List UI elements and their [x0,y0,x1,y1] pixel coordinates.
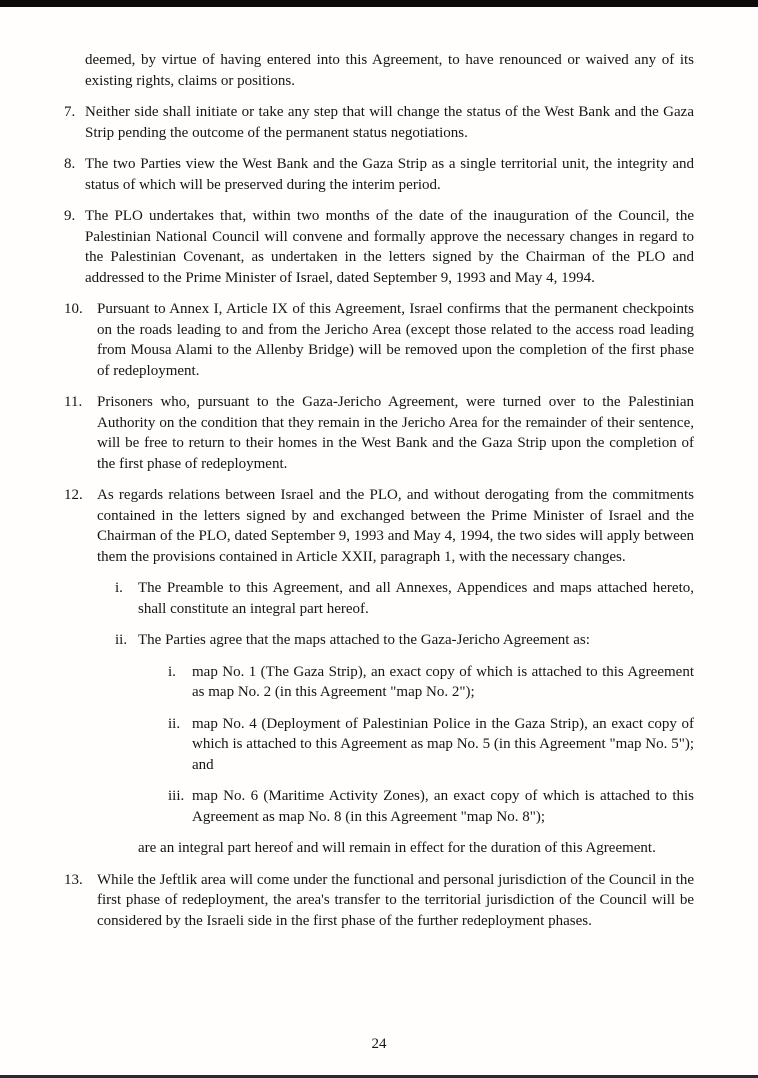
item-text: Pursuant to Annex I, Article IX of this Agreement, Israel confirms that the permanent checkpoints on the roads leading to and from the Jericho Area (except those related to the access road leading from Mousa Alami to the Allenby Bridge) will be removed upon the completion of the first phase of redeployment. [97,301,694,379]
item-text: map No. 1 (The Gaza Strip), an exact copy of which is attached to this Agreement as map No. 2 (in this Agreement "map No. 2"); [192,663,694,700]
document-body [64,50,694,931]
list-item-9 [64,206,694,288]
continuation-paragraph: deemed, by virtue of having entered into this Agreement, to have renounced or waived any of its existing rights, claims or positions. [85,52,694,89]
item-number: iii. [168,788,185,804]
item-number: 13. [64,871,83,888]
item-number: 11. [64,394,83,410]
map-item-i [168,662,694,703]
item-text: map No. 4 (Deployment of Palestinian Police in the Gaza Strip), an exact copy of which is attached to this Agreement as map No. 5 (in this Agreement "map No. 5"); and [192,715,694,773]
item-text: The Parties agree that the maps attached to the Gaza-Jericho Agreement as: [138,632,590,648]
item-text: Neither side shall initiate or take any step that will change the status of the West Bank and the Gaza Strip pending the outcome of the permanent status negotiations. [85,104,694,141]
map-item-iii [168,786,694,827]
maps-sublist [168,662,694,828]
item-text: map No. 6 (Maritime Activity Zones), an exact copy of which is attached to this Agreement as map No. 8 (in this Agreement "map No. 8"); [192,788,694,825]
list-item-11 [64,392,694,474]
item-number: 7. [64,104,76,120]
item-number: ii. [168,715,181,732]
map-item-ii [168,714,694,776]
list-item-10 [64,299,694,381]
item-number: 9. [64,208,76,224]
sublist-item-ii [115,630,694,651]
list-item-13 [64,870,694,932]
item-text: The two Parties view the West Bank and the Gaza Strip as a single territorial unit, the integrity and status of which will be preserved during the interim period. [85,156,694,193]
item-text: Prisoners who, pursuant to the Gaza-Jericho Agreement, were turned over to the Palestinian Authority on the condition that they remain in the Jericho Area for the remainder of their sentence, will be free to return to their homes in the West Bank and the Gaza Strip upon the completion of the first phase of redeployment. [97,394,694,472]
page-number: 24 [371,1035,387,1052]
item-number: i. [115,580,123,596]
list-item-12 [64,485,694,567]
item-number: 10. [64,301,83,317]
scan-artifact-top [0,0,758,7]
item-number: ii. [115,632,128,648]
closing-paragraph-12: are an integral part hereof and will remain in effect for the duration of this Agreement. [138,840,656,856]
item-text: The Preamble to this Agreement, and all Annexes, Appendices and maps attached hereto, shall constitute an integral part hereof. [138,580,694,617]
item-number: 12. [64,487,83,503]
item-number: 8. [64,156,76,172]
item-text: As regards relations between Israel and the PLO, and without derogating from the commitments contained in the letters signed by and exchanged between the Prime Minister of Israel and the Chairman of the PLO, dated September 9, 1993 and May 4, 1994, the two sides will apply between them the provisions contained in Article XXII, paragraph 1, with the necessary changes. [97,487,694,565]
item-text: The PLO undertakes that, within two months of the date of the inauguration of the Council, the Palestinian National Council will convene and formally approve the necessary changes in regard to the Palestinian Covenant, as undertaken in the letters signed by the Chairman of the PLO and addressed to the Prime Minister of Israel, dated September 9, 1993 and May 4, 1994. [85,208,694,286]
list-item-7 [64,102,694,143]
list-item-8 [64,154,694,195]
item-text: While the Jeftlik area will come under the functional and personal jurisdiction of the Council in the first phase of redeployment, the area's transfer to the territorial jurisdiction of the Council will be considered by the Israeli side in the first phase of the further redeployment phases. [97,871,694,929]
sublist-12 [115,578,694,651]
item-number: i. [168,663,176,680]
sublist-item-i [115,578,694,619]
